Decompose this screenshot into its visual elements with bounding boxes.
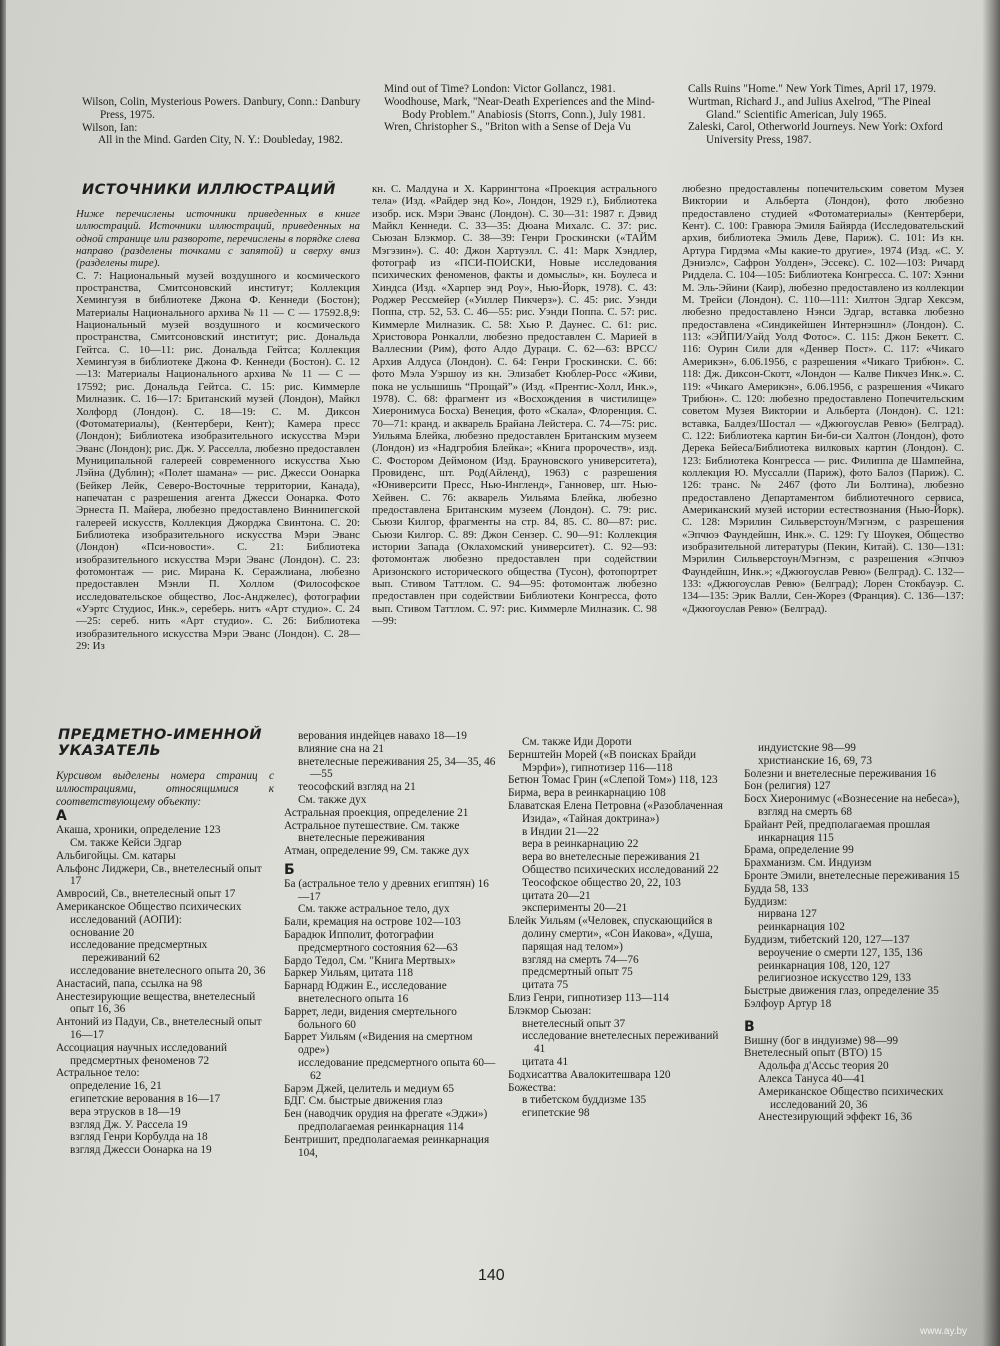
index-entry: Бон (религия) 127	[744, 780, 831, 793]
index-entry: основание 20	[70, 926, 135, 939]
index-entry: Болезни и внетелесные переживания 16	[744, 767, 936, 780]
index-entry: Общество психических исследований 22	[522, 863, 719, 876]
index-entry: Божества:	[508, 1081, 557, 1094]
index-entry: взгляд Дж. У. Рассела 19	[70, 1118, 188, 1131]
illustrations-intro: Ниже перечислены источники приведенных в книге иллюстраций. Источники иллюстраций, приведенных на одной странице или развороте, перечислены в порядке слева направо (разделены точками с запятой) и сверху вниз (разделены тире).	[76, 208, 360, 270]
bib-entry: All in the Mind. Garden City, N. Y.: Doubleday, 1982.	[98, 134, 343, 147]
illustrations-column-3	[682, 183, 964, 615]
index-letter-b: Б	[284, 861, 295, 878]
index-entry: Баррет, леди, видения смертельного больного 60	[284, 1005, 457, 1031]
bib-entry: Wilson, Ian:	[82, 121, 138, 134]
index-entry: Астральное тело:	[56, 1067, 140, 1080]
bibliography-column-3	[688, 83, 968, 147]
page-gutter-shadow	[982, 0, 1000, 1346]
index-entry: нирвана 127	[758, 908, 817, 921]
index-entry: вера во внетелесные переживания 21	[522, 851, 701, 864]
bib-entry: Mind out of Time? London: Victor Gollancz, 1981.	[384, 83, 616, 95]
index-entry: взгляд Генри Корбулда на 18	[70, 1131, 208, 1144]
bib-entry: Wren, Christopher S., "Briton with a Sense of Deja Vu	[384, 121, 631, 134]
index-entry: Бен (наводчик орудия на фрегате «Эджи»)	[284, 1108, 488, 1121]
bib-entry: Woodhouse, Mark, "Near-Death Experiences and the Mind-Body Problem." Anabiosis (Storrs, Conn.), July 1981.	[384, 95, 655, 121]
illustrations-text: кн. С. Малдуна и Х. Каррингтона «Проекция астрального тела» (Изд. «Райдер энд Ко», Лондон, 1929 г.), Библиотека изобр. иск. Мэри Эванс (Лондон). С. 30—31: 1987 г. Дэвид Майкл Кеннеди. С. 33—35: Дюана Михалс. С. 37: рис. Сьюзан Блэкмор. С. 38—39: Генри Гроскински («ТАЙМ Мэгэзин»). С. 40: Джон Хартуэлл. С. 41: Марк Хэндлер, фотограф из «ПСИ-ПОИСКИ, Новые исследования психических феноменов, факты и домыслы», кн. Боулеса и Хиндса (Изд. «Харпер энд Роу», Нью-Йорк, 1978). С. 43: Роджер Рессмейер («Уиллер Пикчерз»). С. 45: рис. Уэнди Поппа, стр. 52, 53. С. 46—55: рис. Уэнди Поппа. С. 57: рис. Киммерле Милназик. С. 58: Хью Р. Даунес. С. 61: рис. Христовора Ронкалли, любезно предоставлен С. Марией в Валлеснии (Рим), фото Алдо Дураци. С. 62—63: ВРСС/ Архив Алдуса (Лондон). С. 64: Генри Гроскински. С. 66: фото Мэла Уэршоу из кн. Элизабет Кюблер-Росс «Живи, пока не услышишь “Прощай”» (Изд. «Прентис-Холл, Инк.», 1978). С. 68: фрагмент из «Восхождения в чистилище» Хиеронимуса Босха) Венеция, фото «Скала», Флоренция. С. 70—71: кранд. и акварель Брайана Лейстера. С. 74—75: рис. Уильяма Блейка, любезно предоставлен Британским музеем (Лондон) из «Надгробия Блейка»; «Книга пророчеств», изд. С. Фостором Деймоном (Изд. Брауновского университета), Провиденс, шт. Род(Айленд), 1963) с разрешения «Юниверсити Пресс, Нью-Ингленд», Ганновер, шт. Нью-Хейвен. С. 76: акварель Уильяма Блейка, любезно предоставлена Британским музеем (Лондон). С. 79: рис. Сьюзи Килгор, фрагменты на стр. 84, 85. С. 80—87: рис. Сьюзи Килгор. С. 89: Джон Сензер. С. 90—91: Коллекция истории Запада (Оклахомский университет). С. 92—93: фотомонтаж любезно предоставлен при содействии Аризонского исторического общества (Тусон), фотопортрет вып. Стивом Таттлом. С. 94—95: фотомонтаж любезно предоставлен при содействии Библиотеки Конгресса, фото вып. Стивом Таттлом. С. 97: рис. Киммерле Милназик. С. 98—99:	[372, 183, 657, 628]
index-entry: Атман, определение 99, См. также дух	[284, 845, 470, 858]
index-entry: в Индии 21—22	[522, 825, 599, 838]
index-entry: Блэкмор Сьюзан:	[508, 1004, 592, 1017]
index-entry: исследование предсмертных переживаний 62	[70, 939, 208, 965]
index-entry: Анестезирующий эффект 16, 36	[758, 1111, 913, 1124]
page-number: 140	[478, 1267, 505, 1284]
illustrations-heading: ИСТОЧНИКИ ИЛЛЮСТРАЦИЙ	[82, 182, 336, 198]
index-entry: Американское Общество психических исследований 20, 36	[758, 1085, 944, 1111]
index-column-3	[508, 736, 728, 1120]
index-entry: Альбигойцы. См. катары	[56, 849, 176, 862]
index-entry: Буддизм, тибетский 120, 127—137	[744, 933, 910, 946]
index-intro: Курсивом выделены номера страниц с иллюстрациями, относящимися к соответствующему объекту:	[56, 770, 274, 808]
index-entry: Барадюк Ипполит, фотографии предсмертного состояния 62—63	[284, 928, 458, 954]
index-entry: См. также Кейси Эдгар	[70, 836, 182, 849]
index-entry: христианские 16, 69, 73	[758, 754, 872, 767]
index-entry: Бетюн Томас Грин («Слепой Том») 118, 123	[508, 774, 718, 787]
bib-entry: Wurtman, Richard J., and Julius Axelrod, "The Pineal Gland." Scientific American, July 1965.	[688, 95, 931, 121]
index-entry: вероучение о смерти 127, 135, 136	[758, 946, 923, 959]
index-column-1	[56, 770, 274, 1157]
index-entry: Акаша, хроники, определение 123	[56, 824, 221, 837]
index-entry: внетелесные переживания 25, 34—35, 46—55	[298, 755, 496, 781]
index-entry: Блейк Уильям («Человек, спускающийся в долину смерти», «Сон Иакова», «Душа, парящая над телом»)	[508, 915, 713, 953]
index-entry: верования индейцев навахо 18—19	[298, 730, 467, 742]
index-entry: исследование внетелесных переживаний 41	[522, 1030, 719, 1056]
index-entry: реинкарнация 108, 120, 127	[758, 959, 891, 972]
index-entry: взгляд на смерть 68	[758, 805, 853, 818]
index-column-2	[284, 730, 496, 1159]
index-entry: исследование предсмертного опыта 60—62	[298, 1056, 496, 1082]
index-letter-a: А	[56, 808, 67, 825]
index-entry: Барэм Джей, целитель и медиум 65	[284, 1082, 454, 1095]
index-entry: Ба (астральное тело у древних египтян) 16—17	[284, 877, 489, 903]
index-entry: Теософское общество 20, 22, 103	[522, 876, 681, 889]
index-entry: предполагаемая реинкарнация 114	[298, 1120, 464, 1133]
bibliography-column-1	[82, 96, 364, 147]
index-entry: определение 16, 21	[70, 1080, 162, 1093]
index-entry: Брама, определение 99	[744, 844, 854, 857]
illustrations-column-2	[372, 183, 657, 627]
index-entry: Ассоциация научных исследований предсмертных феноменов 72	[56, 1041, 228, 1067]
index-entry: Анастасий, папа, ссылка на 98	[56, 977, 203, 990]
index-letter-v: В	[744, 1018, 755, 1035]
index-entry: Брайант Рей, предполагаемая прошлая инкарнация 115	[744, 818, 931, 844]
index-entry: См. также астральное тело, дух	[298, 903, 450, 916]
index-entry: цитата 75	[522, 979, 569, 992]
illustrations-column-1	[76, 208, 360, 652]
index-entry: религиозное искусство 129, 133	[758, 972, 912, 985]
index-entry: Бирма, вера в реинкарнацию 108	[508, 787, 666, 800]
index-entry: Амвросий, Св., внетелесный опыт 17	[56, 888, 236, 901]
index-entry: Астральное путешествие. См. также внетелесные переживания	[284, 819, 460, 845]
index-heading: ПРЕДМЕТНО-ИМЕННОЙ УКАЗАТЕЛЬ	[58, 727, 262, 759]
index-entry: Близ Генри, гипнотизер 113—114	[508, 991, 669, 1004]
index-entry: Блаватская Елена Петровна («Разоблаченная Изида», «Тайная доктрина»)	[508, 799, 723, 825]
index-entry: БДГ. См. быстрые движения глаз	[284, 1095, 443, 1108]
illustrations-text: С. 7: Национальный музей воздушного и космического пространства, Смитсоновский институт; Коллекция Хемингуэя в библиотеке Джона Ф. Кеннеди (Бостон); Материалы Национального архива № 11 — С — 17592.8,9: Национальный музей воздушного и космического пространства, Смитсоновский институт; рис. Дональда Гейтса. С. 10—11: рис. Дональда Гейтса; Коллекция Хемингуэя в библиотеке Джона Ф. Кеннеди (Бостон). С. 12—13: Материалы Национального архива № 11 — С — 17592; рис. Дональда Гейтса. С. 15: рис. Киммерле Милназик. С. 16—17: Британский музей (Лондон), Майкл Холфорд (Лондон). С. 18—19: С. М. Диксон (Фотоматериалы), (Кентербери, Кент); Камера пресс (Лондон); Библиотека изобразительного искусства Мэри Эванс (Лондон); рис. Дж. У. Расселла, любезно предоставлен Муниципальной галереей современного искусства Хью Лэйна (Дублин); «Полет шамана» — рис. Джесси Оонарка (Бейкер Лейк, Северо-Восточные территории, Канада), напечатан с разрешения агента Джесси Оонарка. Фото Эрнеста П. Майера, любезно предоставлено Виннипегской галереей искусств, Коллекция Джорджа Свинтона. С. 20: Библиотека изобразительного искусства Мэри Эванс (Лондон) «Пси-новости». С. 21: Библиотека изобразительного искусства Мэри Эванс (Лондон). С. 23: фотомонтаж — рис. Мирана К. Серажлиана, любезно предоставлен Мэнли П. Холлом (Философское исследовательское общество, Лос-Анджелес), фотографии «Уэртс Студиос, Инк.», сереберь. нитъ «Арт студио». С. 24—25: сереб. нить «Арт студио». С. 26: Библиотека изобразительного искусства Мэри Эванс (Лондон). С. 28—29: Из	[76, 269, 360, 653]
index-entry: Бардо Тедол, См. "Книга Мертвых»	[284, 954, 456, 967]
index-entry: эксперименты 20—21	[522, 902, 628, 915]
index-entry: Бентришит, предполагаемая реинкарнация 104,	[284, 1133, 490, 1159]
index-entry: Астральная проекция, определение 21	[284, 806, 469, 819]
index-entry: Альфонс Лиджери, Св., внетелесный опыт 17	[56, 862, 262, 888]
index-entry: Бодхисаттва Авалокитешвара 120	[508, 1068, 671, 1081]
index-entry: цитата 20—21	[522, 889, 591, 902]
illustrations-text: любезно предоставлены попечительским советом Музея Виктории и Альберта (Лондон), фото любезно предоставлено студией «Фотоматериалы» (Кентербери, Кент). С. 100: Гравюра Эмиля Байярда (Исследовательский архив, библиотека Эмиль Деве, Париж). С. 101: Из кн. Артура Гирдэма «Мы какие-то другие», 1974 (Изд. «С. У. Дэниэлс», Сафрон Уолден», Эссекс). С. 102—103: Ричард Риддела. С. 104—105: Библиотека Конгресса. С. 107: Хэнни М. Эль-Эйини (Каир), любезно предоставлено из коллекции М. Трейси (Лондон). С. 110—111: Хилтон Эдгар Хексэм, любезно предоставлено Нэнси Эдгар, вставка любезно предоставлена «Синдикейшен Интернэшнл» (Лондон). С. 113: «ЭЙПИ/Уайд Уолд Фотос». С. 115: Джон Бекетт. С. 116: Оурин Сили для «Денвер Пост». С. 117: «Чикаго Америкэн», 6.06.1956, с разрешения «Чикаго Трибюн». С. 118: Дж. Диксон-Скотт, «Лондон — Калве Пикчез Инк.». С. 119: «Чикаго Америкэн», 6.06.1956, с разрешения «Чикаго Трибюн». С. 120: любезно предоставлено Попечительским советом Музея Виктории и Альберта (Лондон). С. 121: вставка, Балдез/Шостал — «Джюгоуслав Ревю» (Белград). С. 122: Библиотека картин Би-би-си Халтон (Лондон), фото Дерека Бейеса/Библиотека вилковых картин (Лондон). С. 123: Библиотека Конгресса — рис. Филиппа де Шампейна, коллекция Ю. Муссалли (Париж), фото Балоз (Париж). С. 126: транс. № 2467 (фото Ли Болтина), любезно предоставлено Департаментом библиотечного сервиса, Американский музей истории естествознания (Нью-Йорк). С. 128: Мэрилин Сильверстоун/Мэгнэм, с разрешения «Эпчюэ Фаундейшн, Инк.». С. 129: Гу Шоукея, Общество изобразительной литературы (Пекин, Китай). С. 130—131: Мэрилин Сильверстоун/Мэгнэм, с разрешения «Эпчюэ Фаундейшн, Инк.»; «Джюгоуслав Ревю» (Белград). С. 132—133: «Джюгоуслав Ревю» (Белград); Лорен Стокбауэр. С. 134—135: Эрик Валли, Сен-Жорез (Франция). С. 136—137: «Джюгоуслав Ревю» (Белград).	[682, 183, 964, 615]
index-entry: вера в реинкарнацию 22	[522, 838, 639, 851]
index-entry: египетские верования в 16—17	[70, 1092, 221, 1105]
index-entry: Бернштейн Морей («В поисках Брайди Мэрфи»), гипнотизер 116—118	[508, 748, 697, 774]
index-entry: взгляд на смерть 74—76	[522, 953, 639, 966]
index-entry: вера этрусков в 18—19	[70, 1105, 181, 1118]
index-entry: Американское Общество психических исследований (АОПИ):	[56, 900, 242, 926]
index-entry: Брахманизм. См. Индуизм	[744, 857, 872, 870]
index-entry: реинкарнация 102	[758, 921, 845, 934]
index-entry: египетские 98	[522, 1107, 590, 1120]
index-entry: влияние сна на 21	[298, 742, 385, 755]
index-entry: Баркер Уильям, цитата 118	[284, 967, 414, 980]
bib-entry: Zaleski, Carol, Otherworld Journeys. New York: Oxford University Press, 1987.	[688, 121, 943, 147]
bibliography-column-2	[384, 83, 666, 134]
index-entry: Быстрые движения глаз, определение 35	[744, 985, 939, 998]
index-entry: в тибетском буддизме 135	[522, 1094, 647, 1107]
index-entry: Босх Хиеронимус («Вознесение на небеса»),	[744, 793, 960, 806]
index-column-4	[744, 742, 972, 1124]
bib-entry: Wilson, Colin, Mysterious Powers. Danbury, Conn.: Danbury Press, 1975.	[82, 96, 361, 121]
index-entry: взгляд Джесси Оонарка на 19	[70, 1144, 212, 1157]
index-entry: Баррет Уильям («Видения на смертном одре»)	[284, 1031, 473, 1057]
index-entry: внетелесный опыт 37	[522, 1017, 626, 1030]
index-entry: предсмертный опыт 75	[522, 966, 633, 979]
index-entry: исследование внетелесного опыта 20, 36	[70, 964, 266, 977]
index-entry: Бронте Эмили, внетелесные переживания 15	[744, 869, 960, 882]
index-entry: Анестезирующие вещества, внетелесный опыт 16, 36	[56, 990, 256, 1016]
bib-entry: Calls Ruins "Home." New York Times, April 17, 1979.	[688, 83, 937, 95]
index-entry: См. также Иди Дороти	[522, 736, 632, 748]
index-entry: теософский взгляд на 21	[298, 781, 416, 794]
index-entry: индуистские 98—99	[758, 742, 856, 754]
index-entry: цитата 41	[522, 1055, 569, 1068]
index-entry: Алекса Тануса 40—41	[758, 1072, 866, 1085]
index-entry: Бали, кремация на острове 102—103	[284, 916, 461, 929]
index-entry: Будда 58, 133	[744, 882, 809, 895]
index-entry: Барнард Юджин Е., исследование внетелесного опыта 16	[284, 980, 447, 1005]
watermark: www.ay.by	[920, 1326, 968, 1337]
index-entry: Вишну (бог в индуизме) 98—99	[744, 1034, 899, 1047]
index-entry: См. также дух	[298, 793, 367, 806]
index-entry: Буддизм:	[744, 895, 788, 908]
index-entry: Адольфа д'Ассьс теория 20	[758, 1060, 889, 1073]
index-entry: Внетелесный опыт (ВТО) 15	[744, 1047, 882, 1060]
index-entry: Бэлфоур Артур 18	[744, 997, 832, 1010]
index-entry: Антоний из Падуи, Св., внетелесный опыт 16—17	[56, 1016, 262, 1041]
